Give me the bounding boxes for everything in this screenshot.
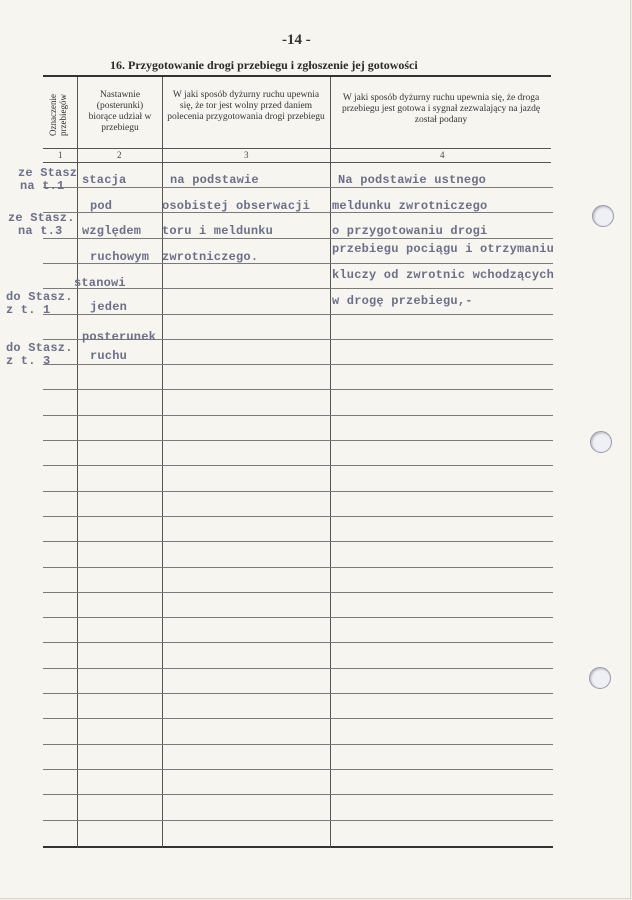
- row-line: [43, 440, 553, 441]
- col4-line-4: przebiegu pociągu i otrzymaniu: [332, 242, 555, 256]
- column-number-2: 2: [117, 150, 122, 160]
- col1-entry-3-line1: do Stasz.: [6, 290, 73, 304]
- header-bottom-rule: [43, 148, 551, 149]
- row-line: [43, 617, 553, 618]
- binder-hole-top: [592, 205, 614, 227]
- section-title: 16. Przygotowanie drogi przebiegu i zgłoszenie jej gotowości: [110, 58, 418, 72]
- table-bottom-rule: [43, 846, 553, 848]
- column-number-1: 1: [58, 150, 63, 160]
- col2-line-6: jeden: [90, 300, 128, 314]
- col2-line-2: pod: [90, 199, 113, 213]
- col1-entry-3-line2: z t. 1: [6, 303, 51, 317]
- col3-line-1: na podstawie: [170, 173, 259, 187]
- col1-entry-1-line2: na t.1: [20, 179, 65, 193]
- col3-line-3: toru i meldunku: [162, 224, 274, 238]
- row-line: [43, 516, 553, 517]
- col2-line-7: posterunek: [82, 330, 157, 344]
- col2-line-3: względem: [82, 224, 142, 238]
- col1-entry-2-line1: ze Stasz.: [8, 211, 75, 225]
- col1-entry-4-line1: do Stasz.: [6, 341, 73, 355]
- page-number: -14 -: [282, 32, 311, 48]
- row-line: [43, 314, 553, 315]
- row-line: [43, 592, 553, 593]
- col4-line-3: o przygotowaniu drogi: [332, 224, 488, 238]
- row-line: [43, 769, 553, 770]
- header-col3: W jaki sposób dyżurny ruchu upewnia się, że tor jest wolny przed daniem polecenia przygotowania drogi przebiegu: [167, 90, 325, 122]
- col-divider-3: [330, 77, 331, 847]
- col4-line-5: kluczy od zwrotnic wchodzących: [332, 268, 555, 282]
- row-line: [43, 642, 553, 643]
- col2-line-4: ruchowym: [90, 250, 150, 264]
- col3-line-2: osobistej obserwacji: [162, 199, 311, 213]
- col1-entry-2-line2: na t.3: [18, 224, 63, 238]
- table-top-rule: [43, 75, 551, 77]
- col4-line-2: meldunku zwrotniczego: [332, 199, 488, 213]
- row-line: [43, 668, 553, 669]
- column-number-3: 3: [244, 150, 249, 160]
- binder-hole-middle: [590, 431, 612, 453]
- col3-line-4: zwrotniczego.: [162, 250, 259, 264]
- row-line: [43, 238, 553, 239]
- header-col1: Oznaczenie przebiegów: [48, 94, 68, 136]
- row-line: [43, 794, 553, 795]
- column-number-4: 4: [440, 150, 445, 160]
- row-line: [43, 567, 553, 568]
- row-line: [43, 415, 553, 416]
- row-line: [43, 364, 553, 365]
- col2-line-8: ruchu: [90, 349, 128, 363]
- row-line: [43, 718, 553, 719]
- col1-entry-4-line2: z t. 3: [6, 354, 51, 368]
- row-line: [43, 744, 553, 745]
- colnum-bottom-rule: [43, 162, 551, 163]
- col4-line-6: w drogę przebiegu,-: [332, 294, 473, 308]
- row-line: [43, 389, 553, 390]
- binder-hole-bottom: [589, 667, 611, 689]
- row-line: [43, 820, 553, 821]
- col-divider-2: [162, 77, 163, 847]
- col1-entry-1-line1: ze Stasz: [18, 166, 78, 180]
- row-line: [43, 541, 553, 542]
- row-line: [43, 187, 553, 188]
- col2-line-5: stanowi: [74, 276, 126, 290]
- col4-line-1: Na podstawie ustnego: [338, 173, 487, 187]
- col2-line-1: stacja: [82, 173, 127, 187]
- row-line: [43, 491, 553, 492]
- header-col4: W jaki sposób dyżurny ruchu upewnia się, że droga przebiegu jest gotowa i sygnał zezwalający na jazdę został podany: [341, 93, 541, 125]
- header-col2: Nastawnie (posterunki) biorące udział w przebiegu: [88, 90, 152, 133]
- row-line: [43, 693, 553, 694]
- row-line: [43, 465, 553, 466]
- col-divider-1: [77, 77, 78, 847]
